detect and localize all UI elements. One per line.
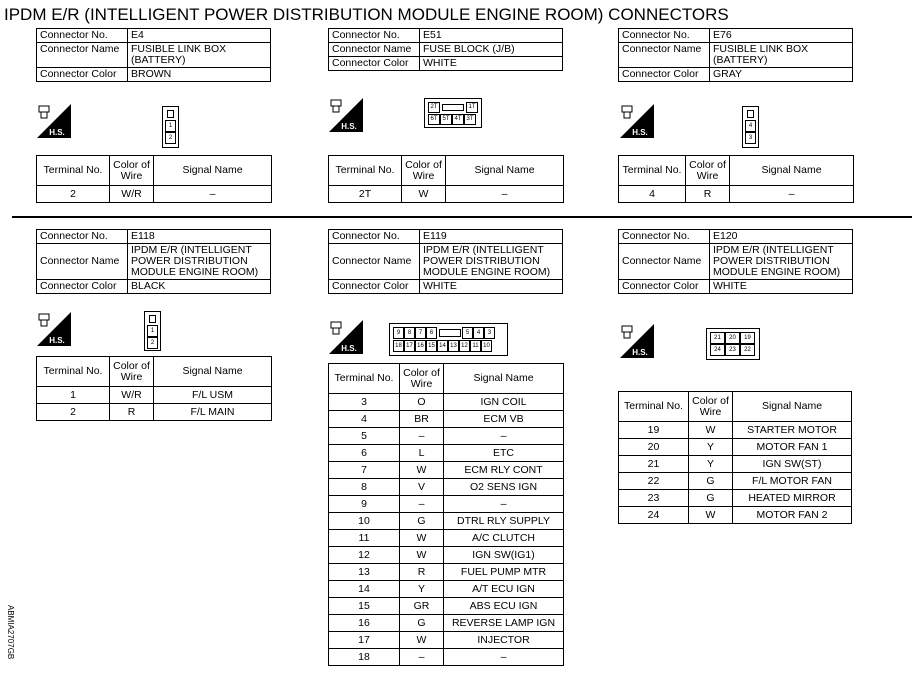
terminal-table-e118: [36, 356, 272, 421]
pin-cell: 23: [725, 344, 740, 356]
connector-name-value: IPDM E/R (INTELLIGENT POWER DISTRIBUTION MODULE ENGINE ROOM): [710, 244, 853, 280]
pin-cell: 6: [426, 327, 437, 339]
pin-cell: 17: [404, 340, 415, 352]
connector-latch: [747, 110, 754, 118]
connector-no-label: Connector No.: [329, 29, 420, 43]
svg-text:H.S.: H.S.: [49, 336, 65, 345]
pin-cell: 6T: [428, 114, 440, 125]
table-row: 22 G F/L MOTOR FAN: [619, 473, 852, 490]
connector-info-e119: [328, 229, 563, 294]
table-row: 3 O IGN COIL: [329, 394, 564, 411]
terminal-table-e119: [328, 363, 564, 666]
table-row: 6 L ETC: [329, 445, 564, 462]
connector-color-label: Connector Color: [619, 280, 710, 294]
terminal-no-header: Terminal No.: [329, 364, 400, 394]
terminal-no-header: Terminal No.: [37, 357, 110, 387]
connector-name-value: FUSIBLE LINK BOX (BATTERY): [128, 43, 271, 68]
connector-name-label: Connector Name: [329, 43, 420, 57]
pin-cell: 4: [473, 327, 484, 339]
pin-cell: 1: [165, 120, 176, 132]
connector-color-value: WHITE: [420, 280, 563, 294]
signal-name-header: Signal Name: [154, 357, 272, 387]
wire-color-header: Color of Wire: [689, 392, 733, 422]
connector-face-e120: [706, 328, 760, 360]
connector-info-e76: [618, 28, 853, 82]
connector-color-label: Connector Color: [37, 68, 128, 82]
connector-name-label: Connector Name: [329, 244, 420, 280]
harness-side-icon: [620, 104, 654, 138]
pin-cell: 21: [710, 332, 725, 344]
pin-cell: 5T: [440, 114, 452, 125]
pin-cell: 1: [147, 325, 158, 337]
connector-name-label: Connector Name: [619, 43, 710, 68]
table-row: 16 G REVERSE LAMP IGN: [329, 615, 564, 632]
connector-latch: [167, 110, 174, 118]
svg-text:H.S.: H.S.: [632, 128, 648, 137]
connector-face-e4: [162, 106, 179, 148]
pin-cell: 18: [393, 340, 404, 352]
terminal-no-header: Terminal No.: [37, 156, 110, 186]
table-row: 9 – –: [329, 496, 564, 513]
connector-color-value: WHITE: [420, 57, 563, 71]
harness-side-icon: [620, 324, 654, 358]
harness-side-icon: [37, 312, 71, 346]
wire-color-header: Color of Wire: [110, 357, 154, 387]
connector-face-e118: [144, 311, 161, 351]
pin-cell: 3T: [464, 114, 476, 125]
table-row: 13 R FUEL PUMP MTR: [329, 564, 564, 581]
signal-name-header: Signal Name: [444, 364, 564, 394]
harness-side-icon: [329, 320, 363, 354]
pin-cell: 10: [481, 340, 492, 352]
connector-color-label: Connector Color: [37, 280, 128, 294]
svg-text:H.S.: H.S.: [632, 348, 648, 357]
connector-face-e51: [424, 98, 482, 128]
table-row: 10 G DTRL RLY SUPPLY: [329, 513, 564, 530]
table-row: 14 Y A/T ECU IGN: [329, 581, 564, 598]
page-title: IPDM E/R (INTELLIGENT POWER DISTRIBUTION MODULE ENGINE ROOM) CONNECTORS: [4, 5, 729, 24]
pin-cell: 2: [165, 132, 176, 144]
connector-no-value: E76: [710, 29, 853, 43]
pin-cell: 2T: [428, 102, 440, 113]
connector-face-e119: [389, 323, 508, 356]
pin-cell: 3: [484, 327, 495, 339]
table-row: 5 – –: [329, 428, 564, 445]
wire-color-header: Color of Wire: [400, 364, 444, 394]
connector-latch: [439, 329, 461, 337]
pin-cell: 1T: [466, 102, 478, 113]
connector-no-label: Connector No.: [37, 29, 128, 43]
connector-color-value: BROWN: [128, 68, 271, 82]
table-row: 15 GR ABS ECU IGN: [329, 598, 564, 615]
connector-no-value: E120: [710, 230, 853, 244]
pin-cell: 15: [426, 340, 437, 352]
signal-name-header: Signal Name: [446, 156, 564, 186]
pin-cell: 5: [462, 327, 473, 339]
document-code: ABMIA2707GB: [6, 605, 15, 660]
svg-text:H.S.: H.S.: [49, 128, 65, 137]
connector-info-e4: [36, 28, 271, 82]
connector-info-e120: [618, 229, 853, 294]
connector-face-e76: [742, 106, 759, 148]
pin-cell: 7: [415, 327, 426, 339]
connector-name-label: Connector Name: [619, 244, 710, 280]
pin-cell: 3: [745, 132, 756, 144]
connector-no-label: Connector No.: [619, 29, 710, 43]
connector-name-value: IPDM E/R (INTELLIGENT POWER DISTRIBUTION MODULE ENGINE ROOM): [420, 244, 563, 280]
connector-color-label: Connector Color: [619, 68, 710, 82]
table-row: 23 G HEATED MIRROR: [619, 490, 852, 507]
harness-side-icon: [329, 98, 363, 132]
connector-info-e51: [328, 28, 563, 71]
connector-no-value: E4: [128, 29, 271, 43]
connector-name-value: FUSE BLOCK (J/B): [420, 43, 563, 57]
pin-cell: 4T: [452, 114, 464, 125]
pin-cell: 4: [745, 120, 756, 132]
table-row: 2 W/R –: [37, 186, 272, 203]
table-row: 2 R F/L MAIN: [37, 404, 272, 421]
connector-latch: [149, 315, 156, 323]
terminal-table-e120: [618, 391, 852, 524]
connector-color-label: Connector Color: [329, 57, 420, 71]
harness-side-icon: [37, 104, 71, 138]
terminal-no-header: Terminal No.: [329, 156, 402, 186]
connector-no-value: E118: [128, 230, 271, 244]
table-row: 20 Y MOTOR FAN 1: [619, 439, 852, 456]
table-row: 12 W IGN SW(IG1): [329, 547, 564, 564]
connector-name-value: FUSIBLE LINK BOX (BATTERY): [710, 43, 853, 68]
table-row: 19 W STARTER MOTOR: [619, 422, 852, 439]
section-divider: [12, 216, 912, 218]
connector-no-value: E51: [420, 29, 563, 43]
table-row: 11 W A/C CLUTCH: [329, 530, 564, 547]
signal-name-header: Signal Name: [730, 156, 854, 186]
table-row: 2T W –: [329, 186, 564, 203]
table-row: 8 V O2 SENS IGN: [329, 479, 564, 496]
svg-text:H.S.: H.S.: [341, 344, 357, 353]
connector-color-value: BLACK: [128, 280, 271, 294]
table-row: 21 Y IGN SW(ST): [619, 456, 852, 473]
svg-text:H.S.: H.S.: [341, 122, 357, 131]
wire-color-header: Color of Wire: [110, 156, 154, 186]
terminal-table-e4: [36, 155, 272, 203]
pin-cell: 24: [710, 344, 725, 356]
table-row: 1 W/R F/L USM: [37, 387, 272, 404]
connector-no-value: E119: [420, 230, 563, 244]
terminal-table-e76: [618, 155, 854, 203]
wire-color-header: Color of Wire: [402, 156, 446, 186]
pin-cell: 20: [725, 332, 740, 344]
pin-cell: 19: [740, 332, 755, 344]
connector-no-label: Connector No.: [619, 230, 710, 244]
pin-cell: 2: [147, 337, 158, 349]
pin-cell: 9: [393, 327, 404, 339]
pin-cell: 11: [470, 340, 481, 352]
table-row: 24 W MOTOR FAN 2: [619, 507, 852, 524]
terminal-no-header: Terminal No.: [619, 156, 686, 186]
pin-cell: 14: [437, 340, 448, 352]
connector-no-label: Connector No.: [37, 230, 128, 244]
table-row: 17 W INJECTOR: [329, 632, 564, 649]
connector-color-label: Connector Color: [329, 280, 420, 294]
pin-cell: 22: [740, 344, 755, 356]
signal-name-header: Signal Name: [154, 156, 272, 186]
connector-color-value: WHITE: [710, 280, 853, 294]
signal-name-header: Signal Name: [733, 392, 852, 422]
connector-info-e118: [36, 229, 271, 294]
connector-no-label: Connector No.: [329, 230, 420, 244]
pin-cell: 12: [459, 340, 470, 352]
terminal-table-e51: [328, 155, 564, 203]
connector-name-label: Connector Name: [37, 244, 128, 280]
terminal-no-header: Terminal No.: [619, 392, 689, 422]
connector-name-value: IPDM E/R (INTELLIGENT POWER DISTRIBUTION MODULE ENGINE ROOM): [128, 244, 271, 280]
wire-color-header: Color of Wire: [686, 156, 730, 186]
table-row: 7 W ECM RLY CONT: [329, 462, 564, 479]
pin-cell: 8: [404, 327, 415, 339]
pin-cell: 13: [448, 340, 459, 352]
connector-color-value: GRAY: [710, 68, 853, 82]
table-row: 4 R –: [619, 186, 854, 203]
pin-cell: 16: [415, 340, 426, 352]
connector-latch: [442, 104, 464, 111]
table-row: 4 BR ECM VB: [329, 411, 564, 428]
connector-name-label: Connector Name: [37, 43, 128, 68]
table-row: 18 – –: [329, 649, 564, 666]
